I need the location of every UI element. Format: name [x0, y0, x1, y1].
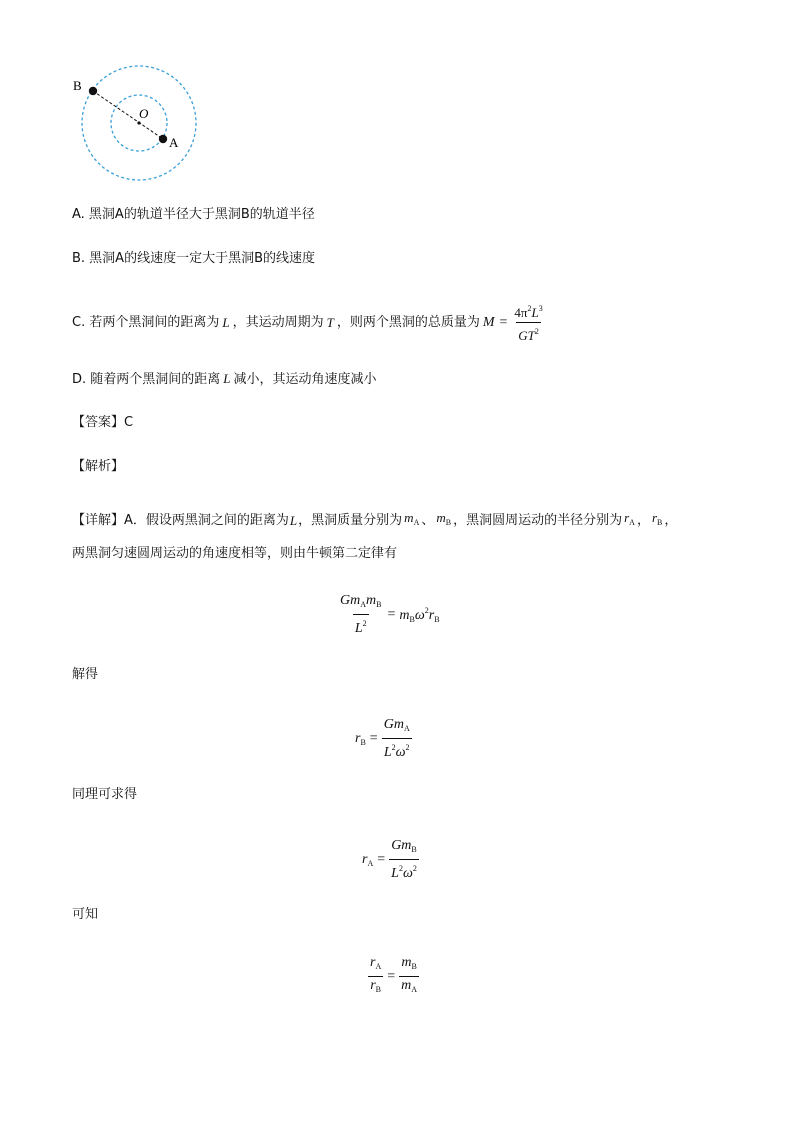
label-a: A: [169, 135, 179, 150]
orbit-figure: [70, 60, 210, 185]
detail-tag: 【详解】: [72, 512, 125, 528]
eq2-fraction: $\frac{Gm_A}{L^2\omega^2}$: [383, 717, 410, 760]
equation-4: $\frac{r_A}{r_B}$ = $\frac{m_B}{m_A}$: [368, 955, 419, 998]
option-c-equals: =: [499, 314, 508, 330]
detail-line-1: 【详解】 A．假设两黑洞之间的距离为 L ，黑洞质量分别为 $m_A$ 、 $m_B$ ，黑洞圆周运动的半径分别为 $r_A$ ， $r_B$ ，: [72, 510, 678, 528]
text-tongli: 同理可求得: [72, 787, 138, 802]
equation-3: $r_A$ = $\frac{Gm_B}{L^2\omega^2}$: [362, 838, 417, 881]
equation-2: $r_B$ = $\frac{Gm_A}{L^2\omega^2}$: [355, 717, 410, 760]
black-hole-b-dot: [89, 87, 97, 95]
analysis-tag: 【解析】: [72, 459, 125, 474]
black-hole-a-dot: [159, 135, 167, 143]
eq4-left-fraction: $\frac{r_A}{r_B}$: [368, 955, 383, 998]
answer-value: C: [124, 415, 134, 430]
text-jiede: 解得: [72, 667, 99, 682]
answer-tag: 【答案】: [72, 415, 125, 430]
option-c-denominator: $GT^2$: [516, 322, 541, 344]
option-c-mid2: ，则两个黑洞的总质量为: [336, 314, 480, 330]
option-c-prefix: C. 若两个黑洞间的距离为: [72, 314, 220, 330]
detail-line-2: 两黑洞匀速圆周运动的角速度相等，则由牛顿第二定律有: [72, 546, 398, 561]
option-c-fraction: [512, 301, 544, 344]
label-b: B: [73, 78, 82, 93]
option-c-T: T: [326, 314, 334, 330]
option-c: [72, 301, 545, 344]
option-d: D. 随着两个黑洞间的距离 L 减小，其运动角速度减小: [72, 371, 377, 387]
option-b: B. 黑洞A的线速度一定大于黑洞B的线速度: [72, 251, 315, 266]
center-o-dot: [137, 121, 140, 124]
equation-1: $\frac{Gm_Am_B}{L^2}$ = $m_B\omega^2r_B$: [340, 593, 440, 636]
label-o: O: [139, 106, 149, 121]
option-c-mid1: ，其运动周期为: [232, 314, 324, 330]
eq3-fraction: $\frac{Gm_B}{L^2\omega^2}$: [391, 838, 417, 881]
eq4-right-fraction: $\frac{m_B}{m_A}$: [399, 955, 419, 998]
option-c-L: L: [222, 314, 230, 330]
option-c-M: M: [482, 314, 495, 330]
option-c-numerator: $4\pi^2L^3$: [514, 304, 543, 320]
text-kezhi: 可知: [72, 907, 99, 922]
eq1-fraction: $\frac{Gm_Am_B}{L^2}$: [340, 593, 382, 636]
answer-line: [72, 414, 133, 432]
option-a: A. 黑洞A的轨道半径大于黑洞B的轨道半径: [72, 207, 315, 222]
